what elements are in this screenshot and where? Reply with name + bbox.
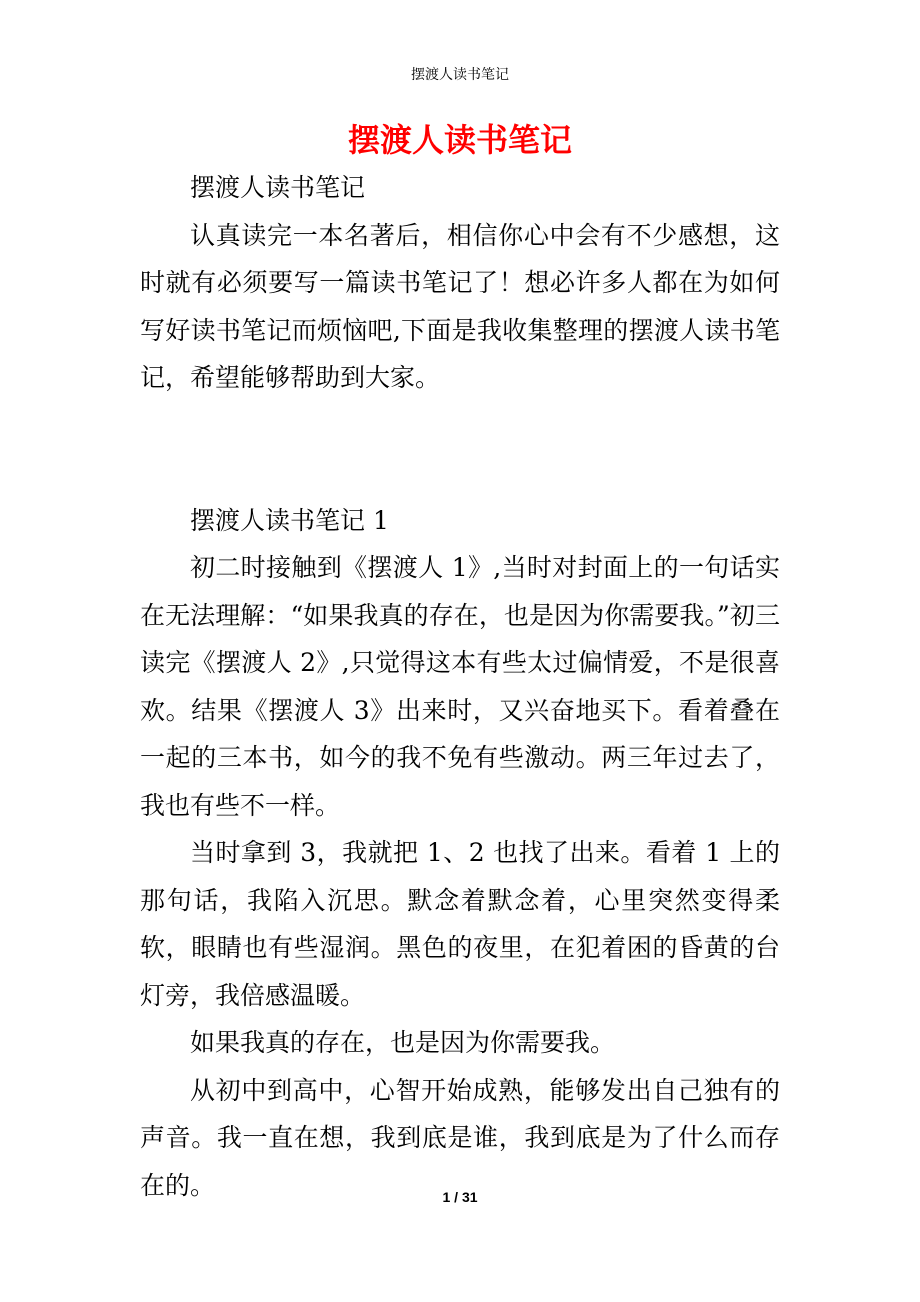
document-body [140, 164, 780, 1209]
intro-paragraph: 认真读完一本名著后，相信你心中会有不少感想，这时就有必须要写一篇读书笔记了！想必许多人都在为如何写好读书笔记而烦恼吧,下面是我收集整理的摆渡人读书笔记，希望能够帮助到大家。 [140, 220, 780, 392]
page-number: 1 / 31 [442, 1189, 478, 1205]
section-heading: 摆渡人读书笔记 1 [190, 505, 389, 535]
body-paragraph: 当时拿到 3，我就把 1、2 也找了出来。看着 1 上的那句话，我陷入沉思。默念着默念着，心里突然变得柔软，眼睛也有些湿润。黑色的夜里，在犯着困的昏黄的台灯旁，我倍感温暖。 [140, 838, 780, 1010]
running-header: 摆渡人读书笔记 [411, 67, 509, 83]
quote-paragraph: 如果我真的存在，也是因为你需要我。 [190, 1028, 616, 1057]
blank-space [140, 402, 780, 497]
intro-heading: 摆渡人读书笔记 [190, 173, 366, 202]
document-title: 摆渡人读书笔记 [347, 121, 572, 159]
body-paragraph: 初二时接触到《摆渡人 1》,当时对封面上的一句话实在无法理解：“如果我真的存在，也是因为你需要我。”初三读完《摆渡人 2》,只觉得这本有些太过偏情爱，不是很喜欢。结果《摆渡人 3》出来时，又兴奋地买下。看着叠在一起的三本书，如今的我不免有些激动。两三年过去了，我也有些不一样。 [140, 553, 780, 820]
body-paragraph: 从初中到高中，心智开始成熟，能够发出自己独有的声音。我一直在想，我到底是谁，我到底是为了什么而存在的。 [140, 1075, 780, 1200]
